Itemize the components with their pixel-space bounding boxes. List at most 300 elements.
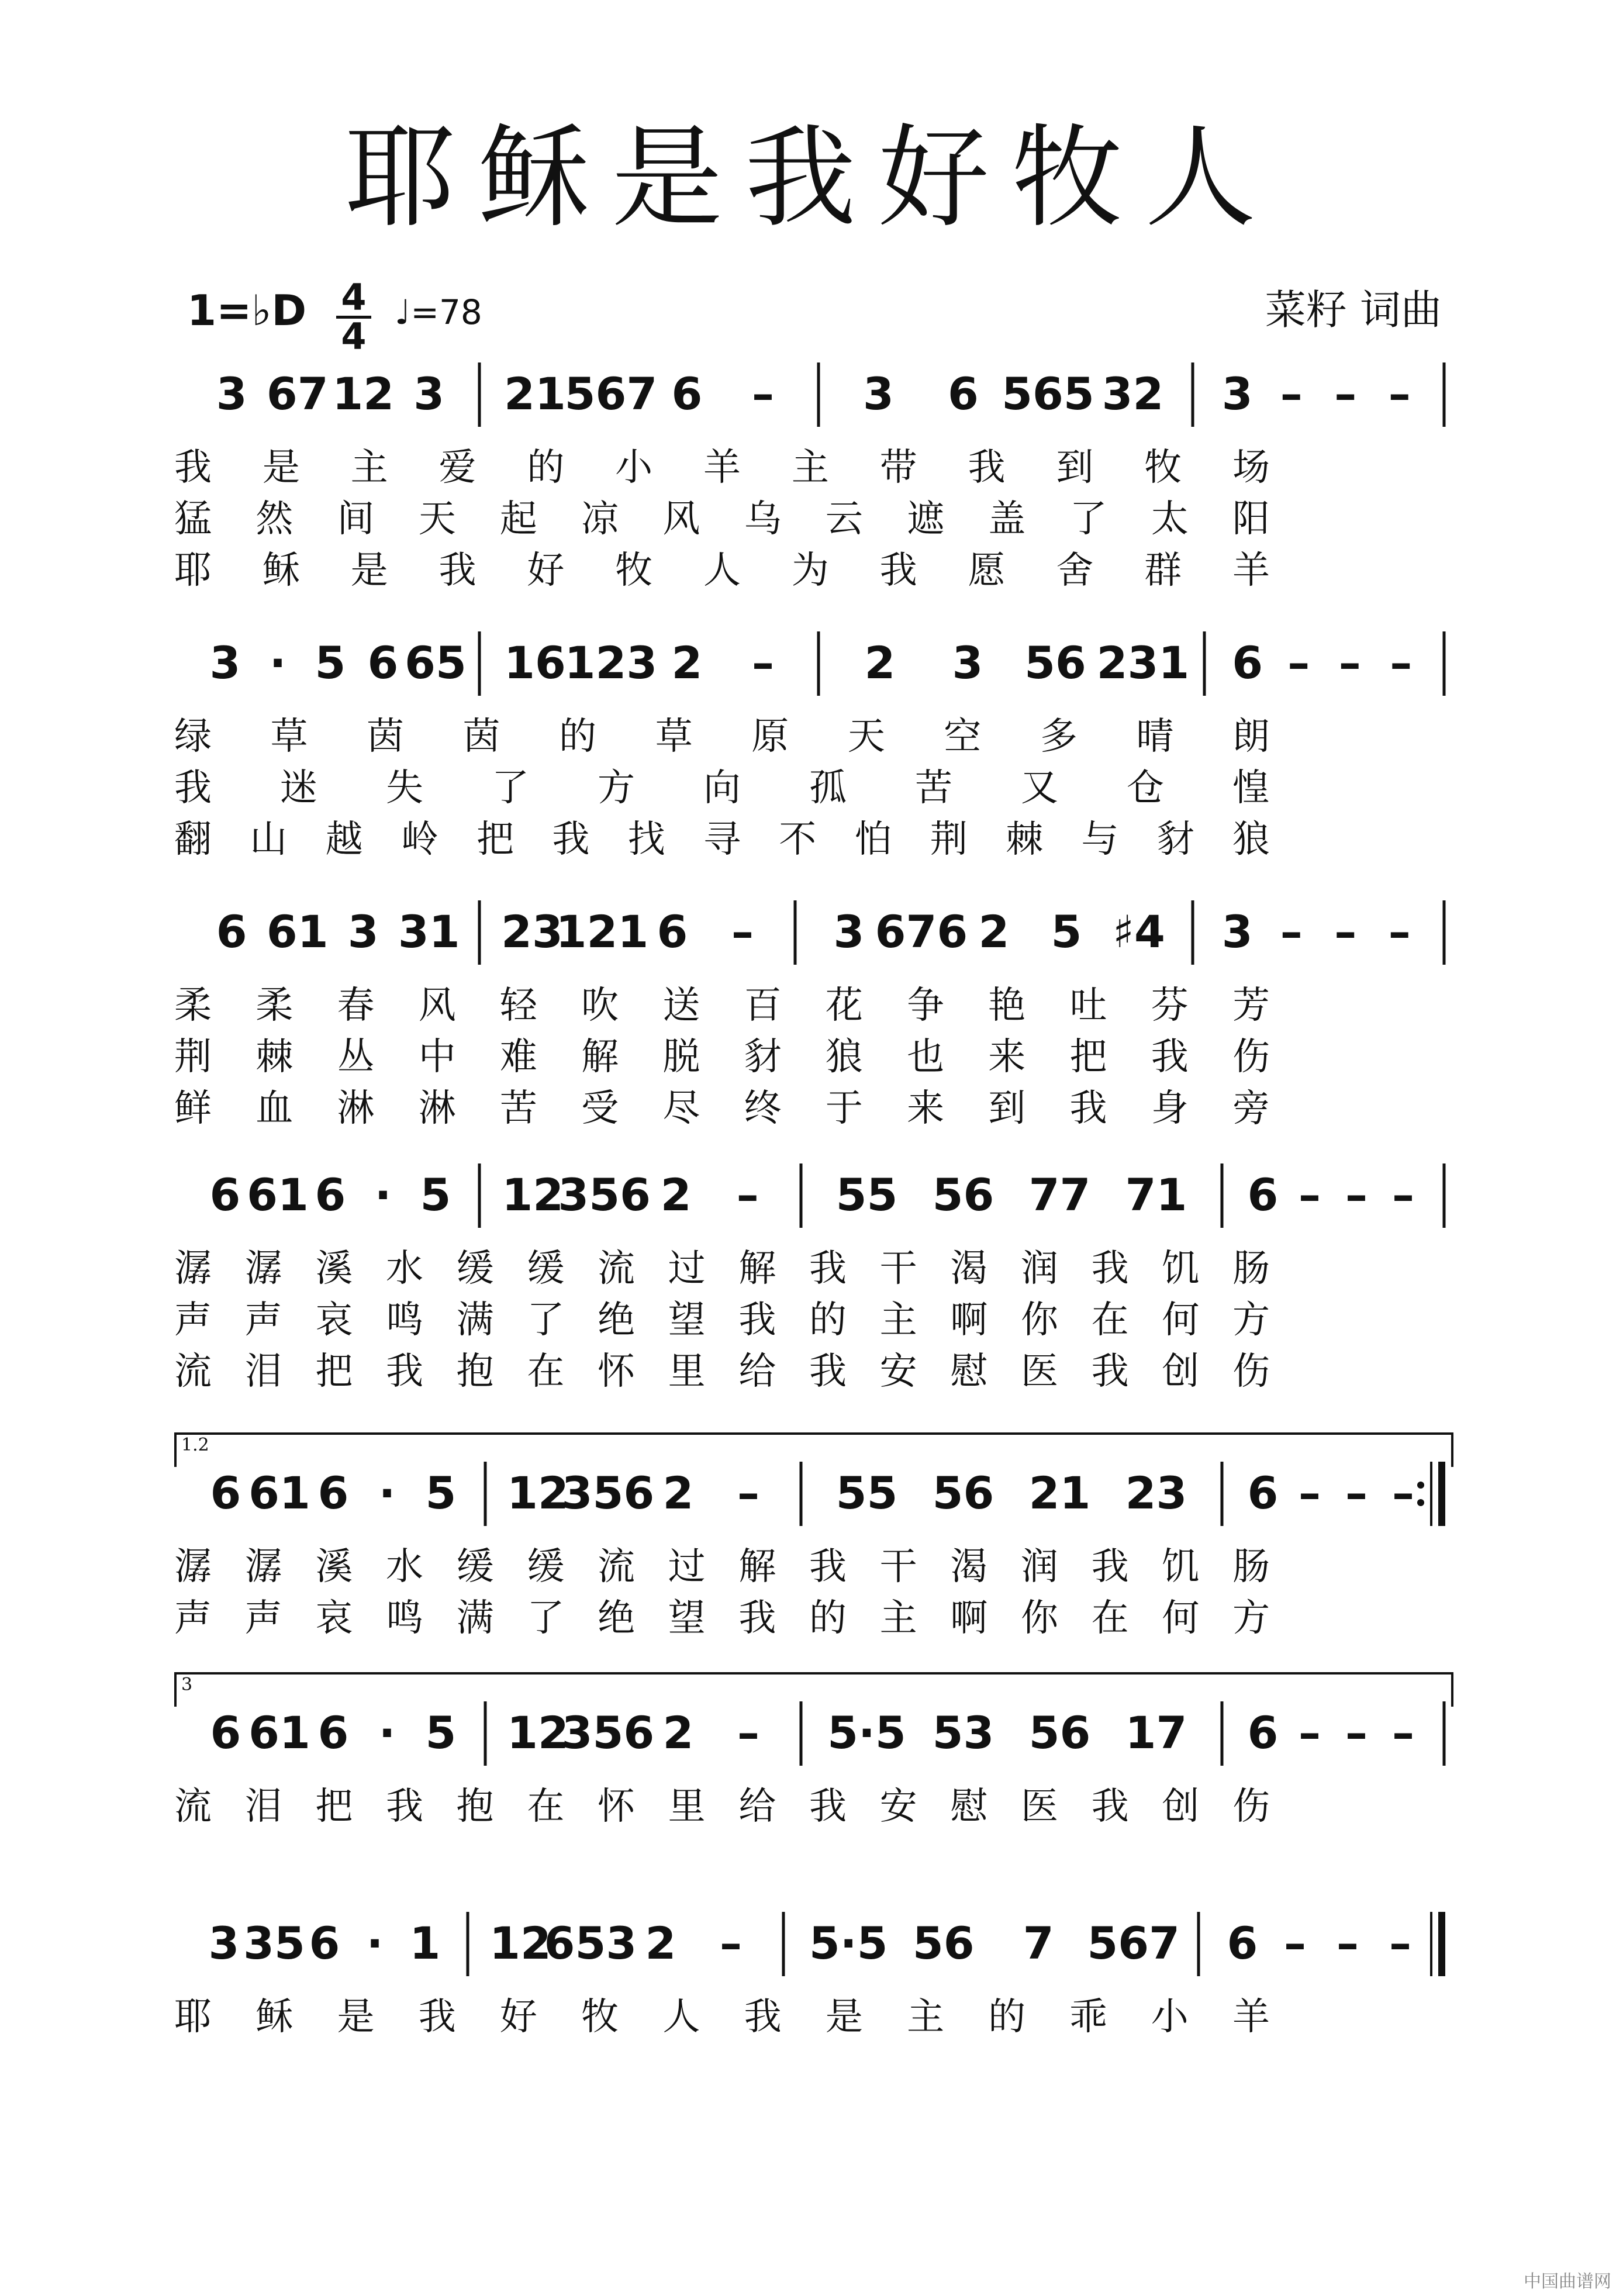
lyric-line (0, 496, 1623, 543)
lyric-char: 猛 (174, 498, 212, 541)
sustain-dash: – (737, 1707, 759, 1759)
note-group: 6 (671, 368, 703, 420)
note-group: 123 (564, 637, 658, 689)
sustain-dash: – (1284, 1917, 1306, 1969)
note-group: 6 (210, 1707, 241, 1759)
note-group: 6 (209, 1169, 241, 1221)
note-group: 6 (317, 1707, 349, 1759)
lyric-char: 惶 (1232, 767, 1270, 810)
lyric-char: 脱 (662, 1035, 700, 1079)
lyric-char: 天 (847, 715, 885, 758)
lyric-char: 声 (244, 1597, 282, 1640)
lyric-char: 啊 (950, 1299, 988, 1342)
lyric-char: 淋 (337, 1087, 375, 1130)
note-group: 71 (1125, 1169, 1187, 1221)
lyric-char: 润 (1021, 1247, 1058, 1290)
lyric-char: 潺 (174, 1545, 212, 1589)
note-group: 67 (266, 368, 329, 420)
note-group: 56 (1028, 1707, 1091, 1759)
note-group: 12 (332, 368, 395, 420)
note-group: 12 (507, 1707, 569, 1759)
lyric-char: 翻 (174, 818, 212, 861)
lyric-char: 解 (581, 1035, 619, 1079)
lyric-char: 凉 (581, 498, 619, 541)
note-group: 21 (1028, 1467, 1091, 1519)
note-group: 3 (1221, 368, 1253, 420)
lyric-char: 鲜 (174, 1087, 212, 1130)
lyric-char: 我 (174, 767, 212, 810)
lyric-char: 在 (1091, 1597, 1129, 1640)
note-group: 3 (413, 368, 445, 420)
lyric-char: 棘 (255, 1035, 293, 1079)
lyric-char: 小 (615, 446, 653, 489)
lyric-char: 狼 (825, 1035, 863, 1079)
lyric-char: 吐 (1069, 984, 1107, 1027)
note-group: 676 (875, 906, 968, 958)
sustain-dash: – (1392, 1707, 1414, 1759)
lyric-char: 狼 (1232, 818, 1270, 861)
lyric-char: 溪 (315, 1545, 353, 1589)
sustain-dash: – (1392, 1169, 1414, 1221)
note-group: 56 (932, 1467, 994, 1519)
note-group: 6 (1247, 1169, 1279, 1221)
lyric-char: 朗 (1232, 715, 1270, 758)
time-signature-bottom: 4 (341, 315, 367, 358)
lyric-char: 我 (1091, 1247, 1129, 1290)
sustain-dash: – (1280, 906, 1303, 958)
lyric-char: 身 (1151, 1087, 1189, 1130)
lyric-char: 肠 (1232, 1247, 1270, 1290)
lyric-char: 花 (825, 984, 863, 1027)
lyric-char: 渴 (950, 1545, 988, 1589)
time-signature-top: 4 (336, 279, 371, 319)
note-group: 6 (1232, 637, 1263, 689)
lyric-char: 给 (738, 1785, 776, 1828)
lyric-char: 争 (907, 984, 945, 1027)
sustain-dash: – (1390, 637, 1413, 689)
lyric-char: 来 (907, 1087, 945, 1130)
note-group: 565 (1002, 368, 1094, 420)
sustain-dash: – (1388, 906, 1411, 958)
lyric-char: 难 (499, 1035, 537, 1079)
lyric-char: 我 (1069, 1087, 1107, 1130)
lyric-char: 我 (418, 1995, 456, 2039)
note-group: 6 (1247, 1707, 1279, 1759)
lyric-char: 缓 (456, 1247, 494, 1290)
lyric-char: 也 (907, 1035, 945, 1079)
note-group: 5·5 (809, 1917, 888, 1969)
note-group: 3 (347, 906, 379, 958)
lyric-char: 主 (879, 1299, 917, 1342)
lyric-char: 流 (598, 1545, 635, 1589)
note-group: 6 (367, 637, 399, 689)
lyric-char: 了 (527, 1597, 565, 1640)
lyric-char: 溪 (315, 1247, 353, 1290)
lyric-char: 绝 (598, 1299, 635, 1342)
time-signature (336, 276, 371, 358)
lyric-char: 好 (499, 1995, 537, 2039)
lyric-char: 给 (738, 1350, 776, 1393)
lyric-char: 我 (1091, 1545, 1129, 1589)
note-group: 17 (1125, 1707, 1187, 1759)
lyric-char: 芳 (1232, 984, 1270, 1027)
lyric-line (0, 547, 1623, 594)
note-group: 6 (216, 906, 247, 958)
sustain-dash: – (1338, 637, 1361, 689)
lyric-char: 我 (879, 549, 917, 592)
lyric-char: 声 (174, 1597, 212, 1640)
note-group: 56 (1024, 637, 1086, 689)
sustain-dash: – (752, 368, 774, 420)
lyric-char: 缓 (456, 1545, 494, 1589)
sharp-note: ♯4 (1113, 906, 1165, 958)
lyric-char: 在 (1091, 1299, 1129, 1342)
repeat-end-barline (1417, 1462, 1442, 1526)
lyric-char: 把 (315, 1785, 353, 1828)
lyric-char: 是 (262, 446, 300, 489)
lyric-char: 豺 (1156, 818, 1194, 861)
lyric-char: 仓 (1127, 767, 1164, 810)
lyric-char: 多 (1040, 715, 1078, 758)
note-group: 3 (1221, 906, 1253, 958)
lyric-char: 满 (456, 1597, 494, 1640)
lyric-char: 我 (386, 1785, 423, 1828)
lyric-char: 泪 (244, 1350, 282, 1393)
lyric-char: 创 (1162, 1785, 1200, 1828)
lyric-char: 盖 (988, 498, 1026, 541)
lyric-char: 方 (1232, 1597, 1270, 1640)
lyric-char: 山 (250, 818, 288, 861)
lyric-char: 乖 (1069, 1995, 1107, 2039)
sustain-dash: – (1345, 1707, 1368, 1759)
lyric-char: 孤 (809, 767, 847, 810)
lyric-char: 过 (668, 1545, 706, 1589)
lyric-char: 鸣 (386, 1299, 423, 1342)
note-group: 3 (208, 1917, 240, 1969)
lyric-char: 潺 (244, 1247, 282, 1290)
lyric-char: 安 (879, 1785, 917, 1828)
sustain-dash: – (1299, 1707, 1321, 1759)
lyric-char: 迷 (280, 767, 317, 810)
note-group: 6 (210, 1467, 241, 1519)
lyric-char: 来 (988, 1035, 1026, 1079)
lyric-char: 啊 (950, 1597, 988, 1640)
lyric-char: 荆 (930, 818, 968, 861)
lyric-char: 我 (1091, 1350, 1129, 1393)
lyric-char: 主 (879, 1597, 917, 1640)
lyric-char: 云 (825, 498, 863, 541)
lyric-char: 泪 (244, 1785, 282, 1828)
lyric-char: 是 (825, 1995, 863, 2039)
lyric-char: 场 (1232, 446, 1270, 489)
lyric-char: 肠 (1232, 1545, 1270, 1589)
lyric-char: 何 (1162, 1299, 1200, 1342)
note-group: 6 (309, 1917, 340, 1969)
lyric-char: 饥 (1162, 1247, 1200, 1290)
lyric-char: 与 (1081, 818, 1119, 861)
lyric-char: 我 (386, 1350, 423, 1393)
lyric-char: 茵 (367, 715, 405, 758)
sustain-dash: – (1287, 637, 1310, 689)
lyric-char: 茵 (462, 715, 500, 758)
lyric-char: 受 (581, 1087, 619, 1130)
lyric-char: 渴 (950, 1247, 988, 1290)
lyric-char: 声 (244, 1299, 282, 1342)
sustain-dash: – (1345, 1169, 1368, 1221)
lyric-char: 解 (738, 1545, 776, 1589)
note-group: 56 (912, 1917, 975, 1969)
lyric-char: 棘 (1006, 818, 1044, 861)
lyric-char: 方 (1232, 1299, 1270, 1342)
lyric-char: 干 (879, 1247, 917, 1290)
lyric-line (0, 1994, 1623, 2040)
lyric-char: 然 (255, 498, 293, 541)
lyric-char: 了 (492, 767, 529, 810)
lyric-char: 你 (1021, 1299, 1058, 1342)
lyric-char: 绿 (174, 715, 212, 758)
lyric-char: 失 (386, 767, 423, 810)
lyric-char: 怀 (598, 1785, 635, 1828)
lyric-char: 轻 (499, 984, 537, 1027)
lyric-char: 流 (174, 1785, 212, 1828)
lyric-char: 安 (879, 1350, 917, 1393)
lyric-char: 阳 (1232, 498, 1270, 541)
lyric-char: 绝 (598, 1597, 635, 1640)
lyric-char: 把 (1069, 1035, 1107, 1079)
note-group: 31 (398, 906, 460, 958)
key-signature: 1=♭D (187, 286, 307, 335)
lyric-char: 的 (809, 1597, 847, 1640)
note-group: 1 (409, 1917, 441, 1969)
lyric-char: 伤 (1232, 1350, 1270, 1393)
note-group: 567 (564, 368, 658, 420)
lyric-char: 血 (255, 1087, 293, 1130)
lyric-line (0, 1544, 1623, 1590)
lyric-char: 了 (527, 1299, 565, 1342)
lyric-char: 吹 (581, 984, 619, 1027)
lyric-char: 我 (738, 1597, 776, 1640)
note-group: 3 (833, 906, 865, 958)
note-group: 61 (248, 1467, 310, 1519)
dot-mark: · (374, 1169, 392, 1221)
note-group: 2 (864, 637, 896, 689)
note-group: 6 (1247, 1467, 1279, 1519)
lyric-char: 原 (751, 715, 789, 758)
lyric-char: 到 (1056, 446, 1094, 489)
lyric-char: 艳 (988, 984, 1026, 1027)
lyric-char: 伤 (1232, 1035, 1270, 1079)
lyric-char: 慰 (950, 1350, 988, 1393)
lyric-line (0, 982, 1623, 1029)
sustain-dash: – (736, 1169, 759, 1221)
note-group: 35 (243, 1917, 305, 1969)
lyric-char: 遮 (907, 498, 945, 541)
lyric-char: 旁 (1232, 1087, 1270, 1130)
note-group: 61 (248, 1707, 310, 1759)
note-group: 5 (420, 1169, 451, 1221)
page-title: 耶稣是我好牧人 (344, 113, 1278, 243)
sustain-dash: – (1334, 368, 1357, 420)
lyric-char: 流 (174, 1350, 212, 1393)
lyric-char: 太 (1151, 498, 1189, 541)
lyric-line (0, 1297, 1623, 1344)
lyric-char: 望 (668, 1597, 706, 1640)
lyric-char: 过 (668, 1247, 706, 1290)
note-group: 12 (507, 1467, 569, 1519)
lyric-char: 稣 (255, 1995, 293, 2039)
lyric-char: 主 (350, 446, 388, 489)
lyric-char: 在 (527, 1785, 565, 1828)
note-group: 2 (671, 637, 703, 689)
lyric-char: 里 (668, 1350, 706, 1393)
lyric-char: 苦 (915, 767, 952, 810)
volta-label: 3 (181, 1674, 193, 1695)
lyric-char: 潺 (244, 1545, 282, 1589)
lyric-char: 医 (1021, 1350, 1058, 1393)
lyric-char: 慰 (950, 1785, 988, 1828)
lyric-line (0, 1245, 1623, 1292)
lyric-char: 抱 (456, 1350, 494, 1393)
lyric-char: 我 (438, 549, 476, 592)
lyric-char: 百 (744, 984, 782, 1027)
lyric-char: 草 (270, 715, 308, 758)
final-barline (1431, 1912, 1442, 1976)
lyric-char: 了 (1069, 498, 1107, 541)
lyric-char: 好 (527, 549, 565, 592)
lyric-char: 又 (1021, 767, 1058, 810)
lyric-char: 我 (738, 1299, 776, 1342)
lyric-char: 春 (337, 984, 375, 1027)
lyric-char: 我 (809, 1545, 847, 1589)
lyric-char: 你 (1021, 1597, 1058, 1640)
lyric-char: 柔 (174, 984, 212, 1027)
note-group: 5 (1051, 906, 1082, 958)
lyric-char: 我 (809, 1350, 847, 1393)
volta-label: 1.2 (181, 1435, 209, 1455)
note-group: 231 (1096, 637, 1190, 689)
lyric-char: 的 (809, 1299, 847, 1342)
lyric-line (0, 1085, 1623, 1132)
lyric-char: 尽 (662, 1087, 700, 1130)
lyric-char: 缓 (527, 1545, 565, 1589)
sustain-dash: – (731, 906, 754, 958)
lyric-char: 潺 (174, 1247, 212, 1290)
note-group: 12 (502, 1169, 564, 1221)
note-group: 5 (425, 1707, 457, 1759)
lyric-char: 苦 (499, 1087, 537, 1130)
lyric-char: 里 (668, 1785, 706, 1828)
note-group: 65 (405, 637, 467, 689)
lyric-char: 我 (968, 446, 1006, 489)
lyric-char: 解 (738, 1247, 776, 1290)
sustain-dash: – (1337, 1917, 1359, 1969)
lyric-char: 主 (907, 1995, 945, 2039)
note-group: 3 (216, 368, 247, 420)
lyric-char: 柔 (255, 984, 293, 1027)
note-group: 6 (657, 906, 688, 958)
lyric-char: 送 (662, 984, 700, 1027)
lyric-char: 牧 (1144, 446, 1182, 489)
lyric-char: 羊 (1232, 1995, 1270, 2039)
lyric-char: 草 (655, 715, 693, 758)
sustain-dash: – (737, 1467, 759, 1519)
lyric-char: 带 (879, 446, 917, 489)
note-group: 6 (948, 368, 979, 420)
lyric-char: 主 (791, 446, 829, 489)
lyric-char: 越 (325, 818, 363, 861)
lyric-char: 声 (174, 1299, 212, 1342)
sustain-dash: – (1388, 368, 1411, 420)
sustain-dash: – (1345, 1467, 1368, 1519)
lyric-char: 中 (418, 1035, 456, 1079)
lyric-char: 到 (988, 1087, 1026, 1130)
sustain-dash: – (1280, 368, 1303, 420)
lyric-char: 方 (598, 767, 635, 810)
note-group: 3 (209, 637, 241, 689)
lyric-char: 风 (418, 984, 456, 1027)
note-group: 5 (315, 637, 346, 689)
lyric-char: 水 (386, 1545, 423, 1589)
lyric-char: 淋 (418, 1087, 456, 1130)
lyric-line (0, 1595, 1623, 1642)
note-group: 56 (932, 1169, 994, 1221)
lyric-char: 是 (337, 1995, 375, 2039)
note-group: 2 (662, 1467, 694, 1519)
note-group: 653 (544, 1917, 637, 1969)
dot-mark: · (269, 637, 286, 689)
lyric-char: 爱 (438, 446, 476, 489)
lyric-char: 是 (350, 549, 388, 592)
note-group: 2 (978, 906, 1010, 958)
lyric-char: 伤 (1232, 1785, 1270, 1828)
lyric-char: 把 (315, 1350, 353, 1393)
lyric-char: 晴 (1136, 715, 1174, 758)
dot-mark: · (378, 1707, 396, 1759)
lyric-char: 的 (559, 715, 597, 758)
lyric-line (0, 713, 1623, 760)
lyric-char: 不 (779, 818, 817, 861)
lyric-char: 的 (527, 446, 565, 489)
lyric-char: 间 (337, 498, 375, 541)
tempo-marking: ♩=78 (395, 292, 482, 332)
lyric-char: 创 (1162, 1350, 1200, 1393)
note-group: 6 (315, 1169, 346, 1221)
note-group: 567 (1087, 1917, 1180, 1969)
lyric-char: 舍 (1056, 549, 1094, 592)
note-group: 356 (558, 1169, 651, 1221)
lyric-char: 人 (703, 549, 741, 592)
lyric-char: 天 (418, 498, 456, 541)
lyric-char: 我 (809, 1247, 847, 1290)
sustain-dash: – (1392, 1467, 1414, 1519)
note-group: 23 (501, 906, 563, 958)
sustain-dash: – (1299, 1169, 1321, 1221)
lyric-char: 风 (662, 498, 700, 541)
lyric-char: 牧 (615, 549, 653, 592)
note-group: 7 (1023, 1917, 1054, 1969)
lyric-char: 羊 (1232, 549, 1270, 592)
note-group: 121 (555, 906, 649, 958)
lyric-char: 怕 (854, 818, 892, 861)
note-group: 61 (266, 906, 329, 958)
lyric-char: 缓 (527, 1247, 565, 1290)
lyric-char: 终 (744, 1087, 782, 1130)
note-group: 2 (645, 1917, 676, 1969)
note-group: 6 (1227, 1917, 1258, 1969)
lyric-char: 的 (988, 1995, 1026, 2039)
lyric-char: 饥 (1162, 1545, 1200, 1589)
note-group: 2 (662, 1707, 694, 1759)
